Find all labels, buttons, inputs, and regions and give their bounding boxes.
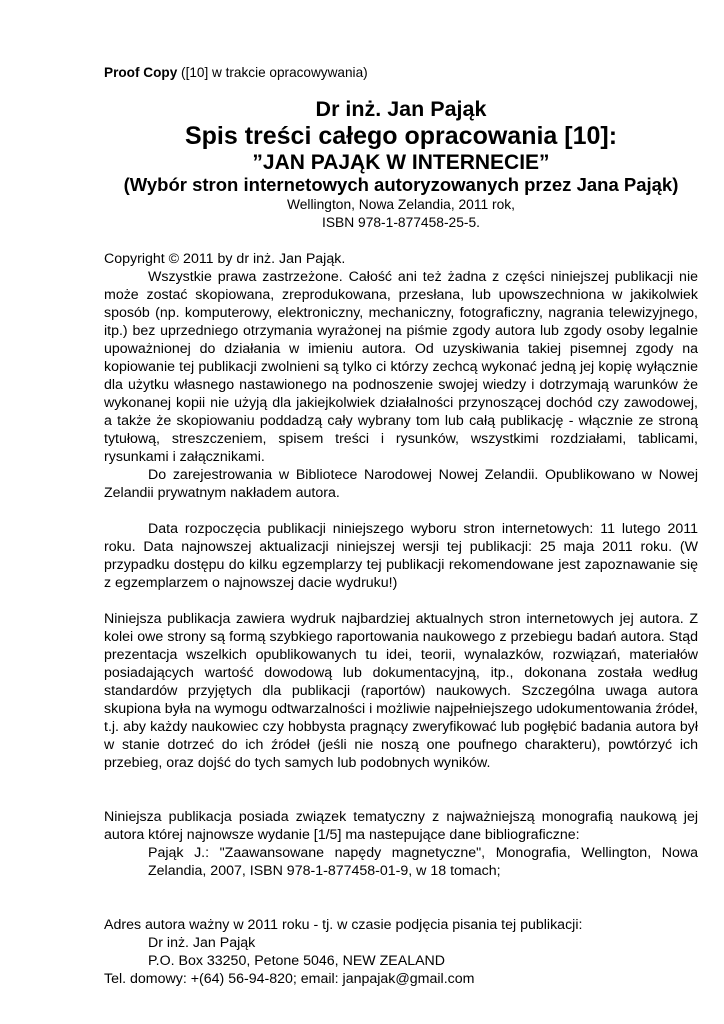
document-title: Spis treści całego opracowania [10]: bbox=[184, 122, 618, 150]
proof-copy-status: ([10] w trakcie opracowywania) bbox=[177, 65, 368, 80]
document-subtitle-detail: (Wybór stron internetowych autoryzowanych przez Jana Pająk) bbox=[123, 174, 679, 195]
registry-paragraph: Do zarejestrowania w Bibliotece Narodowej Nowej Zelandii. Opublikowano w Nowej Zelandii prywatnym nakładem autora. bbox=[104, 467, 698, 501]
monograph-reference: Pająk J.: "Zaawansowane napędy magnetyczne", Monografia, Wellington, Nowa Zelandia, 2007, ISBN 978-1-877458-01-9, w 18 tomach; bbox=[148, 845, 698, 879]
relation-paragraph: Niniejsza publikacja posiada związek tematyczny z najważniejszą monografią naukową jej autora której najnowsze wydanie [1/5] ma nastepujące dane bibliograficzne: bbox=[104, 809, 698, 843]
dates-paragraph: Data rozpoczęcia publikacji niniejszego wyboru stron internetowych: 11 lutego 2011 roku. Data najnowszej aktualizacji niniejszej wersji tej publikacji: 25 maja 2011 roku. (W przypadku dostępu do kilku egzemplarzy tej publikacji rekomendowane jest zapoznawanie się z egzemplarzem o najnowszej dacie wydruku!) bbox=[104, 521, 698, 591]
proof-copy-note bbox=[104, 64, 698, 81]
title-block bbox=[104, 97, 698, 232]
rights-paragraph: Wszystkie prawa zastrzeżone. Całość ani też żadna z części niniejszej publikacji nie może zostać skopiowana, zreprodukowana, przesłana, lub upowszechniona w jakikolwiek sposób (np. komputerowy, elektroniczny, mechaniczny, fotograficzny, nagrania telewizyjnego, itp.) bez uprzedniego otrzymania wyrażonej na piśmie zgody autora lub zgody osoby legalnie upoważnionej do działania w imieniu autora. Od uzyskiwania takiej pisemnej zgody na kopiowanie tej publikacji zwolnieni są tylko ci którzy zechcą wykonać jedną jej kopię wyłącznie dla użytku własnego nastawionego na podnoszenie swojej wiedzy i dotrzymają warunków że wykonanej kopii nie użyją dla jakiejkolwiek działalności przynoszącej dochód czy zawodowej, a także że skopiowaniu poddadzą cały wybrany tom lub całą publikację - włącznie ze stroną tytułową, streszczeniem, spisem treści i rysunków, wszystkimi rozdziałami, tablicami, rysunkami i załącznikami. bbox=[104, 269, 698, 465]
isbn: ISBN 978-1-877458-25-5. bbox=[322, 215, 480, 230]
document-page bbox=[104, 64, 698, 988]
about-paragraph: Niniejsza publikacja zawiera wydruk najbardziej aktualnych stron internetowych jej autora. Z kolei owe strony są formą szybkiego raportowania naukowego z przebiegu badań autora. Stąd prezentacja wszelkich opublikowanych tu idei, teorii, wynalazków, rozwiązań, materiałów posiadających wartość dowodową lub dokumentacyjną, itp., dokonana została według standardów przyjętych dla publikacji (raportów) naukowych. Szczególna uwaga autora skupiona była na wymogu odtwarzalności i możliwie najpełniejszego udokumentowania źródeł, t.j. aby każdy naukowiec czy hobbysta pragnący zweryfikować lub pogłębić badania autora był w stanie dotrzeć do ich źródeł (jeśli nie noszą one poufnego charakteru), powtórzyć ich przebieg, oraz dojść do tych samych lub podobnych wyników. bbox=[104, 611, 698, 771]
contact-line: Tel. domowy: +(64) 56-94-820; email: janpajak@gmail.com bbox=[104, 971, 475, 987]
address-name: Dr inż. Jan Pająk bbox=[148, 935, 256, 951]
publication-place: Wellington, Nowa Zelandia, 2011 rok, bbox=[286, 197, 516, 212]
document-subtitle: ”JAN PAJĄK W INTERNECIE” bbox=[252, 151, 550, 174]
address-box: P.O. Box 33250, Petone 5046, NEW ZEALAND bbox=[148, 953, 446, 969]
copyright-line: Copyright © 2011 by dr inż. Jan Pająk. bbox=[104, 251, 346, 267]
proof-copy-label: Proof Copy bbox=[104, 65, 178, 80]
address-intro: Adres autora ważny w 2011 roku - tj. w czasie podjęcia pisania tej publikacji: bbox=[104, 917, 583, 933]
author-name: Dr inż. Jan Pająk bbox=[315, 97, 487, 121]
